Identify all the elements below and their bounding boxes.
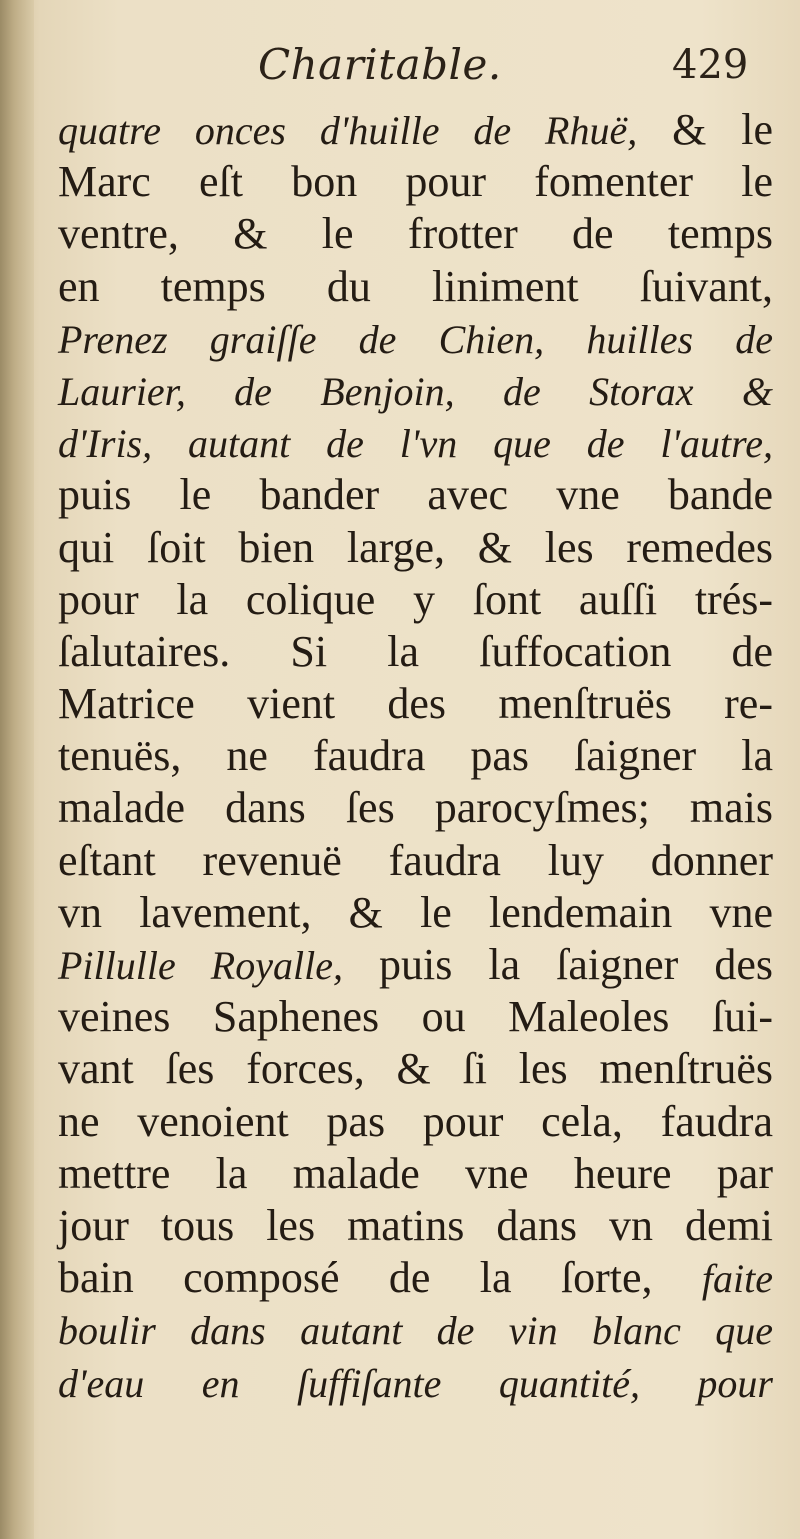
page-number: 429 <box>672 42 749 88</box>
line-roman: mettre la malade vne heure par <box>58 1148 773 1198</box>
text-line <box>58 469 773 521</box>
text-line <box>58 261 773 313</box>
text-line <box>58 1357 773 1409</box>
line-tail: & le <box>637 105 773 154</box>
text-line <box>58 626 773 678</box>
text-line <box>58 678 773 730</box>
text-line <box>58 313 773 365</box>
line-italic: d'Iris, autant de l'vn que de l'autre, <box>58 421 773 467</box>
line-roman: ventre, & le frotter de temps <box>58 209 773 259</box>
page-header <box>0 40 800 100</box>
body-text <box>58 104 773 1409</box>
line-roman: Matrice vient des menſtruës re- <box>58 679 773 729</box>
text-line <box>58 939 773 991</box>
line-roman: Marc eſt bon pour fomenter le <box>58 157 773 207</box>
line-roman: en temps du liniment ſuivant, <box>58 261 773 311</box>
line-italic: boulir dans autant de vin blanc que <box>58 1308 773 1354</box>
line-roman: veines Saphenes ou Maleoles ſui- <box>58 992 773 1042</box>
line-roman: puis le bander avec vne bande <box>58 470 773 520</box>
line-roman: eſtant revenuë faudra luy donner <box>58 835 773 885</box>
line-roman: ne venoient pas pour cela, faudra <box>58 1096 773 1146</box>
text-line <box>58 835 773 887</box>
line-italic: Pillulle Royalle, <box>58 943 343 988</box>
text-line <box>58 887 773 939</box>
running-head: Charitable. <box>258 40 502 89</box>
text-line <box>58 417 773 469</box>
text-line <box>58 208 773 260</box>
text-line <box>58 156 773 208</box>
line-italic: d'eau en ſuffiſante quantité, pour <box>58 1360 773 1406</box>
line-italic: faite <box>701 1256 773 1302</box>
text-line <box>58 730 773 782</box>
text-line <box>58 1200 773 1252</box>
line-italic: quatre onces d'huille de Rhuë, <box>58 108 638 153</box>
line-tail: puis la ſaigner des <box>342 940 773 989</box>
line-roman: vn lavement, & le lendemain vne <box>58 887 773 937</box>
text-line <box>58 104 773 156</box>
line-roman: tenuës, ne faudra pas ſaigner la <box>58 731 773 781</box>
text-line <box>58 991 773 1043</box>
text-line <box>58 1148 773 1200</box>
line-roman: jour tous les matins dans vn demi <box>58 1200 773 1250</box>
line-roman: vant ſes forces, & ſi les menſtruës <box>58 1044 773 1094</box>
line-roman: qui ſoit bien large, & les remedes <box>58 522 773 572</box>
line-roman: ſalutaires. Si la ſuffocation de <box>58 626 773 676</box>
text-line <box>58 522 773 574</box>
line-italic: Laurier, de Benjoin, de Storax & <box>58 368 773 414</box>
text-line <box>58 1043 773 1095</box>
text-line <box>58 782 773 834</box>
line-italic: Prenez graiſſe de Chien, huilles de <box>58 316 773 362</box>
line-roman: malade dans ſes parocyſmes; mais <box>58 783 773 833</box>
text-line <box>58 365 773 417</box>
text-line <box>58 574 773 626</box>
line-roman: pour la colique y ſont auſſi trés- <box>58 574 773 624</box>
line-roman: bain composé de la ſorte, <box>58 1253 702 1303</box>
text-line <box>58 1304 773 1356</box>
text-line <box>58 1252 773 1304</box>
page-binding-shadow <box>0 0 34 1539</box>
text-line <box>58 1096 773 1148</box>
